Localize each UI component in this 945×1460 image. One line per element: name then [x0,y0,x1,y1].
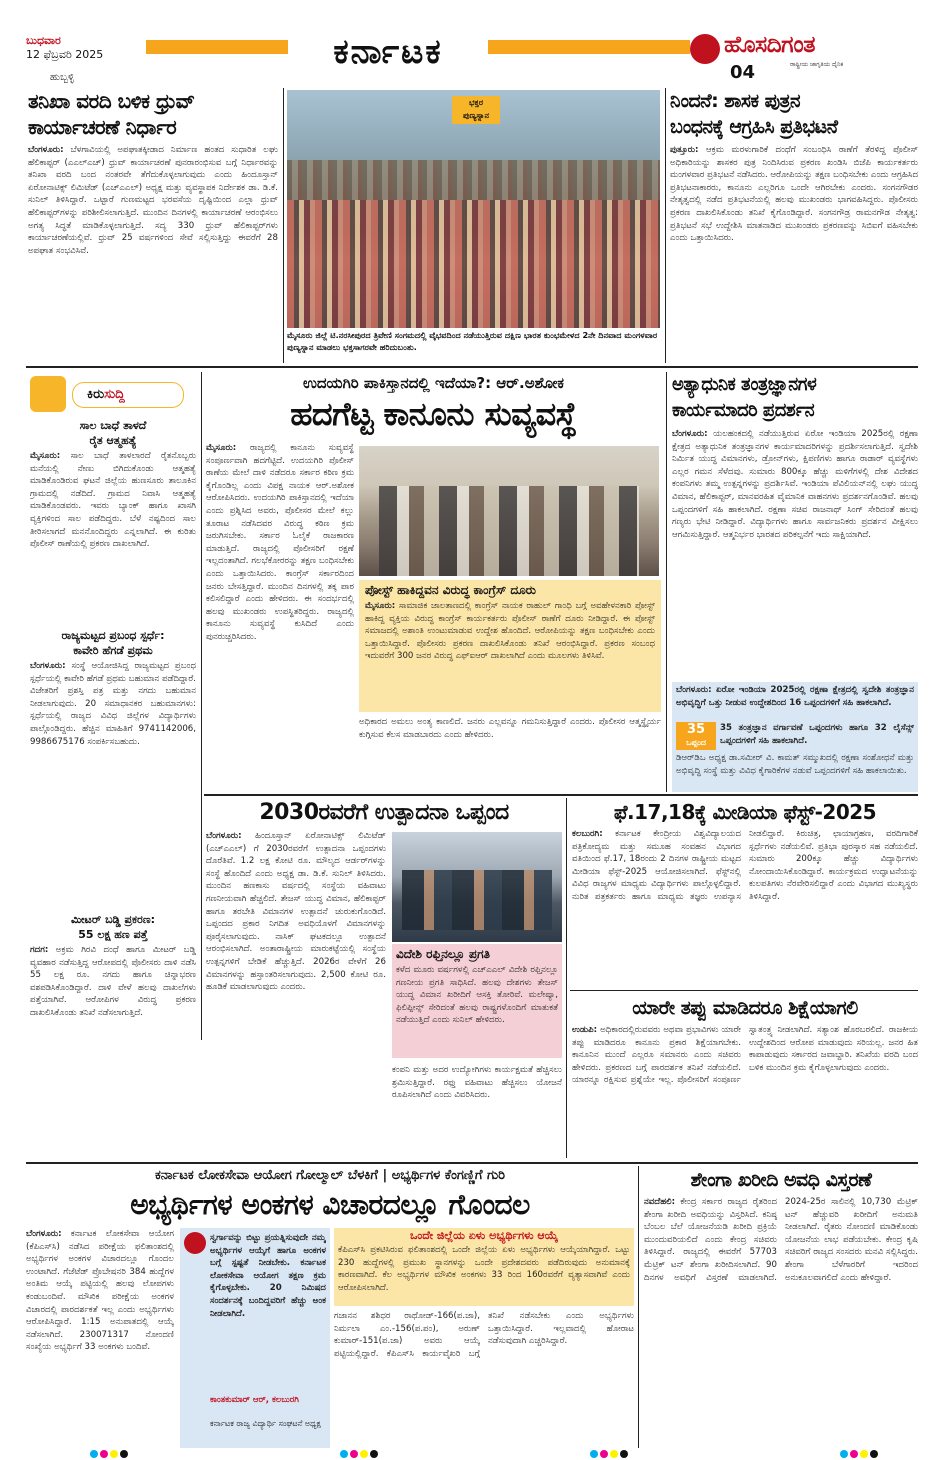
brief-essay-text: ಸಂಸ್ಥೆ ಆಯೋಜಿಸಿದ್ದ ರಾಜ್ಯಮಟ್ಟದ ಪ್ರಬಂಧ ಸ್ಪರ್ಧೆಯಲ್ಲಿ ಕಾವೇರಿ ಹೆಗಡೆ ಪ್ರಥಮ ಬಹುಮಾನ ಪಡೆದಿದ್ದಾರೆ. ವಿಜೇತರಿಗೆ ಪ್ರಶಸ್ತಿ ಪತ್ರ ಮತ್ತು ನಗದು ಬಹುಮಾನ ನೀಡಲಾಗುವುದು. 20 ಸಮಾಧಾನಕರ ಬಹುಮಾನಗಳು: ಸ್ಪರ್ಧೆಯಲ್ಲಿ ರಾಜ್ಯದ ವಿವಿಧ ಜಿಲ್ಲೆಗಳ ವಿದ್ಯಾರ್ಥಿಗಳು ಪಾಲ್ಗೊಂಡಿದ್ದರು. ಹೆಚ್ಚಿನ ಮಾಹಿತಿಗೆ 9741142006, 9986675176 ಸಂಪರ್ಕಿಸಬಹುದು. [30,661,196,747]
story-dhruv-headline-2: ಕಾರ್ಯಾಚರಣೆ ನಿರ್ಧಾರ [28,115,177,139]
story-hal-box-body: ಕಳೆದ ಮೂರು ವರ್ಷಗಳಲ್ಲಿ ಎಚ್‌ಎಎಲ್ ವಿದೇಶಿ ರಫ್ತಿನಲ್ಲೂ ಗಣನೀಯ ಪ್ರಗತಿ ಸಾಧಿಸಿದೆ. ಹಲವು ದೇಶಗಳು ತೇಜಸ್ ಯುದ್ಧ ವಿಮಾನ ಖರೀದಿಗೆ ಆಸಕ್ತಿ ತೋರಿವೆ. ಮಲೇಷ್ಯಾ, ಫಿಲಿಪ್ಪೀನ್ಸ್ ಸೇರಿದಂತೆ ಹಲವು ರಾಷ್ಟ್ರಗಳೊಂದಿಗೆ ಮಾತುಕತೆ ನಡೆಯುತ್ತಿದೆ ಎಂದು ಸುನಿಲ್ ಹೇಳಿದರು. [396,965,558,1026]
logo-text: ಹೊಸದಿಗಂತ [724,32,815,58]
photo-bathers-band [287,160,660,200]
story-kpsc-body [26,1228,174,1448]
divider [204,794,918,796]
story-law-order-kicker: ಉದಯಗಿರಿ ಪಾಕಿಸ್ತಾನದಲ್ಲಿ ಇದೆಯಾ?: ಆರ್.ಅಶೋಕ [302,374,565,392]
brief-essay-body [30,660,196,905]
kiru-suddi-column [26,372,198,1040]
brief-meter-headline-2: 55 ಲಕ್ಷ ಹಣ ಪತ್ತೆ [78,928,148,941]
brief-farmer-headline-1: ಸಾಲ ಬಾಧೆ ತಾಳದೆ [79,419,147,432]
photo-people-band [379,486,639,576]
photo-tag [452,96,500,124]
story-law-order-headline: ಹದಗೆಟ್ಟ ಕಾನೂನು ಸುವ್ಯವಸ್ಥೆ [290,395,577,433]
brief-meter-interest [30,912,196,1037]
logo-emblem-icon [690,34,720,64]
story-media-fest [572,798,918,988]
story-tech-body [672,428,918,680]
brief-essay-dateline: ಬೆಂಗಳೂರು: [30,661,66,671]
photo-crowd-band [287,200,660,328]
brief-farmer-body [30,450,196,622]
cmyk-dot-black [120,1450,128,1458]
cmyk-dot-cyan [340,1450,348,1458]
masthead-city: ಹುಬ್ಬಳ್ಳಿ [50,72,75,83]
story-tech-box-top [672,682,918,720]
story-tech [672,372,918,792]
registration-marks [0,1448,945,1460]
kumbh-mela-photo [287,90,660,328]
law-order-photo [359,446,659,576]
divider [566,798,567,1158]
quote-icon [184,1232,206,1254]
story-kpsc [26,1166,634,1448]
story-tech-box-dateline: ಬೆಂಗಳೂರು: [676,685,712,695]
photo-tag-line-1: ಭಕ್ತರ [469,98,483,107]
kiru-suddi-hand-icon [30,376,66,412]
divider [201,372,202,1040]
story-kpsc-box-body: ಕೆಪಿಎಸ್‌ಸಿ ಪ್ರಕಟಿಸಿರುವ ಫಲಿತಾಂಶದಲ್ಲಿ ಒಂದೇ ಜಿಲ್ಲೆಯ ಏಳು ಅಭ್ಯರ್ಥಿಗಳು ಆಯ್ಕೆಯಾಗಿದ್ದಾರೆ. ಒಟ್ಟು 230 ಹುದ್ದೆಗಳಲ್ಲಿ ಪ್ರಮುಖ ಸ್ಥಾನಗಳನ್ನು ಒಂದೇ ಪ್ರದೇಶದವರು ಪಡೆದಿರುವುದು ಅನುಮಾನಕ್ಕೆ ಕಾರಣವಾಗಿದೆ. ಕೆಲ ಅಭ್ಯರ್ಥಿಗಳ ಮೌಖಿಕ ಅಂಕಗಳು 33 ರಿಂದ 160ರವರೆಗೆ ವ್ಯತ್ಯಾಸವಾಗಿವೆ ಎಂದು ಆರೋಪಿಸಲಾಗಿದೆ. [338,1245,630,1293]
story-protest-dateline: ಪುತ್ತೂರು: [670,145,699,155]
story-protest [670,88,918,363]
story-kpsc-body-right: ಗಜಾನನ ಶಶಿಧರ ರಾಥೋಡ್-166(ಪ.ಜಾ), ನಿರ್ಮಲಾ ಎಂ.-156(ಪ.ಪಂ), ಅರುಣ್ ಕುಮಾರ್-151(ಪ.ಜಾ) ಅವರು ಆಯ್ಕೆ ಪಟ್ಟಿಯಲ್ಲಿದ್ದಾರೆ. ಕೆಪಿಎಸ್‌ಸಿ ಕಾರ್ಯವೈಖರಿ ಬಗ್ಗೆ ತನಿಖೆ ನಡೆಸಬೇಕು ಎಂದು ಅಭ್ಯರ್ಥಿಗಳು ಒತ್ತಾಯಿಸಿದ್ದಾರೆ. ಇಲ್ಲವಾದಲ್ಲಿ ಹೋರಾಟ ನಡೆಸುವುದಾಗಿ ಎಚ್ಚರಿಸಿದ್ದಾರೆ. [334,1311,634,1359]
brief-farmer-headline-2: ರೈತ ಆತ್ಮಹತ್ಯೆ [89,434,137,447]
story-kpsc-kicker [26,1166,634,1186]
page-number: 04 [730,62,756,83]
cmyk-dot-cyan [90,1450,98,1458]
story-law-order-dateline: ಮೈಸೂರು: [206,443,237,453]
hal-press-photo [392,832,562,942]
story-law-order-box-headline: ಪೋಸ್ಟ್ ಹಾಕಿದ್ದವನ ವಿರುದ್ಧ ಕಾಂಗ್ರೆಸ್ ದೂರು [365,583,536,597]
story-groundnut-dateline: ನವದೆಹಲಿ: [644,1197,676,1207]
story-kpsc-quote [180,1228,330,1448]
brief-meter-body [30,944,196,1036]
story-protest-headline-1: ನಿಂದನೆ: ಶಾಸಕ ಪುತ್ರನ [670,90,801,112]
story-groundnut-headline: ಶೇಂಗಾ ಖರೀದಿ ಅವಧಿ ವಿಸ್ತರಣೆ [690,1169,872,1191]
story-hal-box-headline: ವಿದೇಶಿ ರಫ್ತಿನಲ್ಲೂ ಪ್ರಗತಿ [396,947,491,961]
story-groundnut [644,1166,918,1448]
cmyk-dot-magenta [100,1450,108,1458]
cmyk-dot-yellow [360,1450,368,1458]
story-law-order-box-text: ಸಾಮಾಜಿಕ ಜಾಲತಾಣದಲ್ಲಿ ಕಾಂಗ್ರೆಸ್ ನಾಯಕ ರಾಹುಲ್ ಗಾಂಧಿ ಬಗ್ಗೆ ಅವಹೇಳನಕಾರಿ ಪೋಸ್ಟ್ ಹಾಕಿದ್ದ ವ್ಯಕ್ತಿಯ ವಿರುದ್ಧ ಕಾಂಗ್ರೆಸ್ ಕಾರ್ಯಕರ್ತರು ಪೊಲೀಸ್ ಠಾಣೆಗೆ ದೂರು ನೀಡಿದ್ದಾರೆ. ಈ ಪೋಸ್ಟ್ ಸಮಾಜದಲ್ಲಿ ಅಶಾಂತಿ ಉಂಟುಮಾಡುವ ಉದ್ದೇಶ ಹೊಂದಿದೆ. ಆರೋಪಿಯನ್ನು ತಕ್ಷಣ ಬಂಧಿಸಬೇಕು ಎಂದು ಒತ್ತಾಯಿಸಿದ್ದಾರೆ. ಪೊಲೀಸರು ಪ್ರಕರಣ ದಾಖಲಿಸಿಕೊಂಡು ತನಿಖೆ ಆರಂಭಿಸಿದ್ದಾರೆ. ಪ್ರಕರಣ ಸಂಬಂಧ ಇದುವರೆಗೆ 300 ಜನರ ವಿರುದ್ಧ ಎಫ್‌ಐಆರ್ ದಾಖಲಾಗಿದೆ ಎಂದು ಮೂಲಗಳು ತಿಳಿಸಿವೆ. [365,601,655,662]
story-law-order-box [359,580,661,712]
photo-speakers-band [402,870,552,930]
cmyk-dot-magenta [600,1450,608,1458]
story-hal [206,798,562,1158]
photo-tag-line-2: ಪುಣ್ಯಸ್ನಾನ [463,111,489,120]
story-kpsc-box-headline: ಒಂದೇ ಜಿಲ್ಲೆಯ ಏಳು ಅಭ್ಯರ್ಥಿಗಳು ಆಯ್ಕೆ [410,1229,558,1242]
story-media-fest-headline: ಫೆ.17,18ಕ್ಕೆ ಮೀಡಿಯಾ ಫೆಸ್ಟ್-2025 [613,800,877,824]
story-tech-box [672,682,918,792]
section-title: ಕರ್ನಾಟಕ [333,32,443,72]
story-hal-body-right: ಕಂಪನಿ ಮತ್ತು ಅದರ ಉದ್ಯೋಗಿಗಳು ಕಾರ್ಯಕ್ಷಮತೆ ಹೆಚ್ಚಿಸಲು ಶ್ರಮಿಸುತ್ತಿದ್ದಾರೆ. ರಫ್ತು ವಹಿವಾಟು ಹೆಚ್ಚಿಸಲು ಯೋಜನೆ ರೂಪಿಸಲಾಗಿದೆ ಎಂದು ವಿವರಿಸಿದರು. [392,1065,562,1101]
masthead-day: ಬುಧವಾರ [26,34,61,47]
cmyk-dot-magenta [850,1450,858,1458]
story-tech-box-top-text: ಏರೋ ಇಂಡಿಯಾ 2025ರಲ್ಲಿ ರಕ್ಷಣಾ ಕ್ಷೇತ್ರದಲ್ಲಿ ಸ್ವದೇಶಿ ತಂತ್ರಜ್ಞಾನ ಅಭಿವೃದ್ಧಿಗೆ ಒತ್ತು ನೀಡುವ ಉದ್ದೇಶದಿಂದ 16 ಒಪ್ಪಂದಗಳಿಗೆ ಸಹಿ ಹಾಕಲಾಗಿದೆ. [676,685,914,708]
story-kpsc-quote-author: ಕಾಂತಕುಮಾರ್ ಆರ್, ಕಲಬುರಗಿ [210,1395,299,1405]
cmyk-dot-black [370,1450,378,1458]
story-dhruv-text: ಬೆಳಗಾವಿಯಲ್ಲಿ ಅಪಘಾತಕ್ಕೀಡಾದ ನಿರ್ಮಾಣ ಹಂತದ ಸುಧಾರಿತ ಲಘು ಹೆಲಿಕಾಪ್ಟರ್ (ಎಎಲ್‌ಎಚ್) ಧ್ರುವ್ ಕಾರ್ಯಾಚರಣೆ ಪುನರಾರಂಭಿಸುವ ಬಗ್ಗೆ ನಿರ್ಧಾರವನ್ನು ತನಿಖಾ ವರದಿ ಬಂದ ನಂತರವೇ ತೆಗೆದುಕೊಳ್ಳಲಾಗುವುದು ಎಂದು ಹಿಂದೂಸ್ತಾನ್ ಏರೋನಾಟಿಕ್ಸ್ ಲಿಮಿಟೆಡ್ (ಎಚ್‌ಎಎಲ್) ಅಧ್ಯಕ್ಷ ಮತ್ತು ವ್ಯವಸ್ಥಾಪಕ ನಿರ್ದೇಶಕ ಡಾ. ಡಿ.ಕೆ. ಸುನಿಲ್ ತಿಳಿಸಿದ್ದಾರೆ. ಒಟ್ಟಾರೆ ಗುಣಮಟ್ಟದ ಭರವಸೆಯ ದೃಷ್ಟಿಯಿಂದ ಎಲ್ಲಾ ಧ್ರುವ್ ಹೆಲಿಕಾಪ್ಟರ್‌ಗಳನ್ನು ಪರಿಶೀಲಿಸಲಾಗುತ್ತಿದೆ. ಮುಂದಿನ ದಿನಗಳಲ್ಲಿ ಕಾರ್ಯಾಚರಣೆ ಆರಂಭಿಸಲು ಅಗತ್ಯ ಸಿದ್ಧತೆ ಮಾಡಿಕೊಳ್ಳಲಾಗುತ್ತಿದೆ. ಸದ್ಯ 330 ಧ್ರುವ್ ಹೆಲಿಕಾಪ್ಟರ್‌ಗಳು ಕಾರ್ಯಾಚರಣೆಯಲ್ಲಿವೆ. ಧ್ರುವ್ 25 ವರ್ಷಗಳಿಂದ ಸೇವೆ ಸಲ್ಲಿಸುತ್ತಿದ್ದು ಈವರೆಗೆ 28 ಅಪಘಾತ ಸಂಭವಿಸಿವೆ. [28,145,278,256]
agreements-count-label: ಒಪ್ಪಂದ [686,738,706,747]
masthead-date: 12 ಫೆಬ್ರವರಿ 2025 [26,48,104,61]
story-kpsc-kicker-1: ಕರ್ನಾಟಕ ಲೋಕಸೇವಾ ಆಯೋಗ ಗೋಲ್ಮಾಲ್ ಬೆಳಕಿಗೆ [154,1168,378,1183]
story-law-order [206,372,661,792]
story-kpsc-kicker-2: ಅಭ್ಯರ್ಥಿಗಳ ಕೆಂಗಣ್ಣಿಗೆ ಗುರಿ [391,1168,506,1183]
logo-tagline: ರಾಷ್ಟ್ರೀಯ ಜಾಗೃತಿಯ ದೈನಿಕ [790,61,844,68]
story-media-fest-text: ಕರ್ನಾಟಕ ಕೇಂದ್ರೀಯ ವಿಶ್ವವಿದ್ಯಾಲಯದ ಪತ್ರಿಕೋದ್ಯಮ ಮತ್ತು ಸಮೂಹ ಸಂವಹನ ವಿಭಾಗದ ವತಿಯಿಂದ ಫೆ.17, 18ರಂದು 2 ದಿನಗಳ ರಾಷ್ಟ್ರೀಯ ಮಟ್ಟದ ಮೀಡಿಯಾ ಫೆಸ್ಟ್-2025 ಆಯೋಜಿಸಲಾಗಿದೆ. ಫೆಸ್ಟ್‌ನಲ್ಲಿ ವಿವಿಧ ರಾಜ್ಯಗಳ ಮಾಧ್ಯಮ ವಿದ್ಯಾರ್ಥಿಗಳು ಪಾಲ್ಗೊಳ್ಳಲಿದ್ದಾರೆ. ನುರಿತ ಪತ್ರಕರ್ತರು ಹಾಗೂ ಮಾಧ್ಯಮ ತಜ್ಞರು ಉಪನ್ಯಾಸ ನೀಡಲಿದ್ದಾರೆ. ಕಿರುಚಿತ್ರ, ಛಾಯಾಗ್ರಹಣ, ವರದಿಗಾರಿಕೆ ಸ್ಪರ್ಧೆಗಳು ನಡೆಯಲಿವೆ. ಪ್ರತಿಭಾ ಪುರಸ್ಕಾರ ಸಹ ನಡೆಯಲಿದೆ. ಸುಮಾರು 200ಕ್ಕೂ ಹೆಚ್ಚು ವಿದ್ಯಾರ್ಥಿಗಳು ನೋಂದಾಯಿಸಿಕೊಂಡಿದ್ದಾರೆ. ಕಾರ್ಯಕ್ರಮದ ಉದ್ಘಾಟನೆಯನ್ನು ಕುಲಪತಿಗಳು ನೆರವೇರಿಸಲಿದ್ದಾರೆ ಎಂದು ವಿಭಾಗದ ಮುಖ್ಯಸ್ಥರು ತಿಳಿಸಿದ್ದಾರೆ. [572,829,918,902]
story-kpsc-box [334,1228,634,1306]
story-tech-text: ಯಲಹಂಕದಲ್ಲಿ ನಡೆಯುತ್ತಿರುವ ಏರೋ ಇಂಡಿಯಾ 2025ರಲ್ಲಿ ರಕ್ಷಣಾ ಕ್ಷೇತ್ರದ ಅತ್ಯಾಧುನಿಕ ತಂತ್ರಜ್ಞಾನಗಳ ಕಾರ್ಯಮಾದರಿಗಳನ್ನು ಪ್ರದರ್ಶಿಸಲಾಗುತ್ತಿದೆ. ಸ್ವದೇಶಿ ನಿರ್ಮಿತ ಯುದ್ಧ ವಿಮಾನಗಳು, ಡ್ರೋನ್‌ಗಳು, ಕ್ಷಿಪಣಿಗಳು ಹಾಗೂ ರಾಡಾರ್ ವ್ಯವಸ್ಥೆಗಳು ಎಲ್ಲರ ಗಮನ ಸೆಳೆದವು. ಸುಮಾರು 800ಕ್ಕೂ ಹೆಚ್ಚು ಮಳಿಗೆಗಳಲ್ಲಿ ದೇಶ ವಿದೇಶದ ಕಂಪನಿಗಳು ತಮ್ಮ ಉತ್ಪನ್ನಗಳನ್ನು ಪ್ರದರ್ಶಿಸಿವೆ. ಇಂಡಿಯಾ ಪೆವಿಲಿಯನ್‌ನಲ್ಲಿ ಲಘು ಯುದ್ಧ ವಿಮಾನ, ಹೆಲಿಕಾಪ್ಟರ್, ಮಾನವರಹಿತ ವೈಮಾನಿಕ ವಾಹನಗಳು ಪ್ರದರ್ಶನಗೊಂಡಿವೆ. ಹಲವು ಒಪ್ಪಂದಗಳಿಗೆ ಸಹಿ ಹಾಕಲಾಗಿದೆ. ರಕ್ಷಣಾ ಸಚಿವ ರಾಜನಾಥ್ ಸಿಂಗ್ ಸೇರಿದಂತೆ ಹಲವು ಗಣ್ಯರು ಭೇಟಿ ನೀಡಿದ್ದಾರೆ. ವಿದ್ಯಾರ್ಥಿಗಳು ಹಾಗೂ ಸಾರ್ವಜನಿಕರು ಪ್ರದರ್ಶನ ವೀಕ್ಷಿಸಲು ಆಗಮಿಸುತ್ತಿದ್ದಾರೆ. ಆತ್ಮನಿರ್ಭರ ಭಾರತದ ಪರಿಕಲ್ಪನೆಗೆ ಇದು ಸಾಕ್ಷಿಯಾಗಿದೆ. [672,429,918,540]
story-tech-headline-1: ಅತ್ಯಾಧುನಿಕ ತಂತ್ರಜ್ಞಾನಗಳ [672,374,817,395]
kiru-suddi-header [30,376,194,412]
divider [665,88,666,363]
date-block [26,34,146,62]
story-dhruv [28,88,278,363]
kiru-suddi-title-box [72,382,184,408]
brief-farmer [30,418,196,623]
kicker-separator: | [382,1168,392,1183]
story-protest-headline-2: ಬಂಧನಕ್ಕೆ ಆಗ್ರಹಿಸಿ ಪ್ರತಿಭಟನೆ [670,116,838,138]
agreements-count-badge [676,722,716,750]
story-dhruv-body [28,144,278,354]
story-tech-box-side: 35 ತಂತ್ರಜ್ಞಾನ ವರ್ಗಾವಣೆ ಒಪ್ಪಂದಗಳು ಹಾಗೂ 32 ಲೈಸೆನ್ಸ್ ಒಪ್ಪಂದಗಳಿಗೆ ಸಹಿ ಹಾಕಲಾಗಿದೆ. [720,723,914,746]
brief-meter-text: ಅಕ್ರಮ ಗಿರವಿ ದಂಧೆ ಹಾಗೂ ಮೀಟರ್ ಬಡ್ಡಿ ವ್ಯವಹಾರ ನಡೆಸುತ್ತಿದ್ದ ಆರೋಪದಲ್ಲಿ ಪೊಲೀಸರು ದಾಳಿ ನಡೆಸಿ 55 ಲಕ್ಷ ರೂ. ನಗದು ಹಾಗೂ ಚಿನ್ನಾಭರಣ ವಶಪಡಿಸಿಕೊಂಡಿದ್ದಾರೆ. ದಾಳಿ ವೇಳೆ ಹಲವು ದಾಖಲೆಗಳು ಪತ್ತೆಯಾಗಿವೆ. ಆರೋಪಿಗಳ ವಿರುದ್ಧ ಪ್ರಕರಣ ದಾಖಲಿಸಿಕೊಂಡು ತನಿಖೆ ನಡೆಸಲಾಗುತ್ತಿದೆ. [30,945,196,1018]
story-kpsc-text: ಕರ್ನಾಟಕ ಲೋಕಸೇವಾ ಆಯೋಗ (ಕೆಪಿಎಸ್‌ಸಿ) ನಡೆಸಿದ ಪರೀಕ್ಷೆಯ ಫಲಿತಾಂಶದಲ್ಲಿ ಅಭ್ಯರ್ಥಿಗಳ ಅಂಕಗಳ ವಿಚಾರದಲ್ಲೂ ಗೊಂದಲ ಉಂಟಾಗಿದೆ. ಗೆಜೆಟೆಡ್ ಪ್ರೊಬೇಷನರಿ 384 ಹುದ್ದೆಗಳ ಅಂತಿಮ ಆಯ್ಕೆ ಪಟ್ಟಿಯಲ್ಲಿ ಹಲವು ಲೋಪಗಳು ಕಂಡುಬಂದಿವೆ. ಮೌಖಿಕ ಪರೀಕ್ಷೆಯ ಅಂಕಗಳ ವಿಚಾರದಲ್ಲಿ ಪಾರದರ್ಶಕತೆ ಇಲ್ಲ ಎಂದು ಅಭ್ಯರ್ಥಿಗಳು ಆರೋಪಿಸಿದ್ದಾರೆ. 1:15 ಅನುಪಾತದಲ್ಲಿ ಆಯ್ಕೆ ನಡೆಸಲಾಗಿದೆ. 230071317 ನೋಂದಣಿ ಸಂಖ್ಯೆಯ ಅಭ್ಯರ್ಥಿಗೆ 33 ಅಂಕಗಳು ಬಂದಿವೆ. [26,1229,174,1353]
story-hal-dateline: ಬೆಂಗಳೂರು: [206,831,242,841]
cmyk-dot-black [870,1450,878,1458]
story-punishment-body [572,1024,918,1156]
story-punishment-headline: ಯಾರೇ ತಪ್ಪು ಮಾಡಿದರೂ ಶಿಕ್ಷೆಯಾಗಲಿ [632,997,858,1019]
story-tech-headline-2: ಕಾರ್ಯಮಾದರಿ ಪ್ರದರ್ಶನ [672,400,815,421]
story-law-order-text: ರಾಜ್ಯದಲ್ಲಿ ಕಾನೂನು ಸುವ್ಯವಸ್ಥೆ ಸಂಪೂರ್ಣವಾಗಿ ಹದಗೆಟ್ಟಿದೆ. ಉದಯಗಿರಿ ಪೊಲೀಸ್ ಠಾಣೆಯ ಮೇಲೆ ದಾಳಿ ನಡೆದರೂ ಸರ್ಕಾರ ಕಠಿಣ ಕ್ರಮ ಕೈಗೊಂಡಿಲ್ಲ ಎಂದು ವಿಪಕ್ಷ ನಾಯಕ ಆರ್.ಅಶೋಕ ಆರೋಪಿಸಿದರು. ಉದಯಗಿರಿ ಪಾಕಿಸ್ತಾನದಲ್ಲಿ ಇದೆಯಾ ಎಂದು ಪ್ರಶ್ನಿಸಿದ ಅವರು, ಪೊಲೀಸರ ಮೇಲೆ ಕಲ್ಲು ತೂರಾಟ ನಡೆಸಿದವರ ವಿರುದ್ಧ ಕಠಿಣ ಕ್ರಮ ಜರುಗಿಸಬೇಕು. ಸರ್ಕಾರ ಓಲೈಕೆ ರಾಜಕಾರಣ ಮಾಡುತ್ತಿದೆ. ರಾಜ್ಯದಲ್ಲಿ ಪೊಲೀಸರಿಗೆ ರಕ್ಷಣೆ ಇಲ್ಲದಂತಾಗಿದೆ. ಗಲಭೆಕೋರರನ್ನು ತಕ್ಷಣ ಬಂಧಿಸಬೇಕು ಎಂದು ಒತ್ತಾಯಿಸಿದರು. ಕಾಂಗ್ರೆಸ್ ಸರ್ಕಾರದಿಂದ ಜನರು ಬೇಸತ್ತಿದ್ದಾರೆ. ಮುಂದಿನ ದಿನಗಳಲ್ಲಿ ತಕ್ಕ ಪಾಠ ಕಲಿಸಲಿದ್ದಾರೆ ಎಂದು ಹೇಳಿದರು. ಈ ಸಂದರ್ಭದಲ್ಲಿ ಹಲವು ಮುಖಂಡರು ಉಪಸ್ಥಿತರಿದ್ದರು. ರಾಜ್ಯದಲ್ಲಿ ಕಾನೂನು ಸುವ್ಯವಸ್ಥೆ ಕುಸಿದಿದೆ ಎಂದು ಪುನರುಚ್ಚರಿಸಿದರು. [206,443,354,642]
logo-box [690,28,916,76]
story-kpsc-headline: ಅಭ್ಯರ್ಥಿಗಳ ಅಂಕಗಳ ವಿಚಾರದಲ್ಲೂ ಗೊಂದಲ [130,1188,530,1221]
story-media-fest-body [572,828,918,986]
cmyk-dot-black [620,1450,628,1458]
cmyk-dot-yellow [110,1450,118,1458]
divider [26,366,918,368]
divider [26,1162,918,1164]
story-punishment-dateline: ಉಡುಪಿ: [572,1025,598,1035]
cmyk-dot-cyan [590,1450,598,1458]
story-dhruv-dateline: ಬೆಂಗಳೂರು: [28,145,64,155]
story-hal-headline: 2030ರವರೆಗೆ ಉತ್ಪಾದನಾ ಒಪ್ಪಂದ [259,800,509,825]
divider [283,88,284,363]
story-tech-box-bottom: ಡಿಆರ್‌ಡಿಒ ಅಧ್ಯಕ್ಷ ಡಾ.ಸಮೀರ್ ವಿ. ಕಾಮತ್ ಸಮ್ಮುಖದಲ್ಲಿ ರಕ್ಷಣಾ ಸಂಶೋಧನೆ ಮತ್ತು ಅಭಿವೃದ್ಧಿ ಸಂಸ್ಥೆ ಮತ್ತು ವಿವಿಧ ಕೈಗಾರಿಕೆಗಳ ನಡುವೆ ಒಪ್ಪಂದಗಳಿಗೆ ಸಹಿ ಹಾಕಲಾಯಿತು. [676,753,914,776]
story-dhruv-headline-1: ತನಿಖಾ ವರದಿ ಬಳಿಕ ಧ್ರುವ್ [28,89,195,113]
kiru-suddi-title-2: ಸುದ್ದಿ [104,387,125,402]
brief-essay-headline-1: ರಾಜ್ಯಮಟ್ಟದ ಪ್ರಬಂಧ ಸ್ಪರ್ಧೆ: [61,629,165,642]
story-law-order-body [206,442,354,792]
brief-farmer-dateline: ಮೈಸೂರು: [30,451,61,461]
story-protest-body [670,144,918,354]
cmyk-dot-yellow [860,1450,868,1458]
cmyk-dot-cyan [840,1450,848,1458]
story-tech-dateline: ಬೆಂಗಳೂರು: [672,429,708,439]
story-protest-text: ಆಕ್ರಮ ಮರಳುಗಾರಿಕೆ ದಂಧೆಗೆ ಸಂಬಂಧಿಸಿ ಠಾಣೆಗೆ ತೆರಳಿದ್ದ ಪೊಲೀಸ್ ಅಧಿಕಾರಿಯನ್ನು ಶಾಸಕರ ಪುತ್ರ ನಿಂದಿಸಿರುವ ಪ್ರಕರಣ ಖಂಡಿಸಿ ಬಿಜೆಪಿ ಕಾರ್ಯಕರ್ತರು ಮಂಗಳವಾರ ಪ್ರತಿಭಟನೆ ನಡೆಸಿದರು. ಆರೋಪಿಯನ್ನು ತಕ್ಷಣ ಬಂಧಿಸಬೇಕು ಎಂದು ಆಗ್ರಹಿಸಿದ ಪ್ರತಿಭಟನಾಕಾರರು, ಕಾನೂನು ಎಲ್ಲರಿಗೂ ಒಂದೇ ಆಗಿರಬೇಕು ಎಂದರು. ಸಂಗನಗೌಡರ ನೇತೃತ್ವದಲ್ಲಿ ನಡೆದ ಪ್ರತಿಭಟನೆಯಲ್ಲಿ ಹಲವು ಮುಖಂಡರು ಭಾಗವಹಿಸಿದ್ದರು. ಪೊಲೀಸರು ಪ್ರಕರಣ ದಾಖಲಿಸಿಕೊಂಡು ತನಿಖೆ ಕೈಗೊಂಡಿದ್ದಾರೆ. ಸಂಗನಗೌಡ್ರ ರಾಮನಗೌಡ ನೇತೃತ್ವ: ಪ್ರತಿಭಟನೆ ಸಭೆ ಉದ್ದೇಶಿಸಿ ಮಾತನಾಡಿದ ಮುಖಂಡರು ಪ್ರಕರಣವನ್ನು ಸಿಬಿಐಗೆ ವಹಿಸಬೇಕು ಎಂದು ಒತ್ತಾಯಿಸಿದರು. [670,145,918,244]
brief-meter-dateline: ಗದಗ: [30,945,49,955]
kumbh-mela-caption: ಮೈಸೂರು ಜಿಲ್ಲೆ ಟಿ.ನರಸೀಪುರದ ತ್ರಿವೇಣಿ ಸಂಗಮದಲ್ಲಿ ವೈಭವದಿಂದ ನಡೆಯುತ್ತಿರುವ ದಕ್ಷಿಣ ಭಾರತ ಕುಂಭಮೇಳದ 2ನೇ ದಿನವಾದ ಮಂಗಳವಾರ ಪುಣ್ಯಸ್ನಾನ ಮಾಡಲು ಭಕ್ತಸಾಗರವೇ ಹರಿದುಬಂತು. [287,330,658,352]
story-kpsc-quote-text: ಸ್ವರ್ಗಾವನ್ನು ಬಿಟ್ಟು ಪ್ರಯತ್ನಿಸುವುದೇ ನಮ್ಮ ಅಭ್ಯರ್ಥಿಗಳ ಆಯ್ಕೆಗೆ ಹಾಗೂ ಅಂಕಗಳ ಬಗ್ಗೆ ಸ್ಪಷ್ಟತೆ ನೀಡಬೇಕು. ಕರ್ನಾಟಕ ಲೋಕಸೇವಾ ಆಯೋಗ ತಕ್ಷಣ ಕ್ರಮ ಕೈಗೊಳ್ಳಬೇಕು. 20 ನಿಮಿಷದ ಸಂದರ್ಶನಕ್ಕೆ ಬಂದಿದ್ದವರಿಗೆ ಹೆಚ್ಚು ಅಂಕ ನೀಡಲಾಗಿದೆ. [210,1233,326,1319]
divider [666,372,667,792]
story-law-order-box-dateline: ಮೈಸೂರು: [365,601,396,611]
story-hal-box [392,944,562,1058]
divider [570,990,918,991]
brief-essay-headline-2: ಕಾವೇರಿ ಹೆಗಡೆ ಪ್ರಥಮ [73,644,153,657]
story-hal-body [206,830,386,1158]
brief-farmer-text: ಸಾಲ ಬಾಧೆ ತಾಳಲಾರದೆ ರೈತನೊಬ್ಬರು ಮನೆಯಲ್ಲಿ ನೇಣು ಬಿಗಿದುಕೊಂಡು ಆತ್ಮಹತ್ಯೆ ಮಾಡಿಕೊಂಡಿರುವ ಘಟನೆ ಜಿಲ್ಲೆಯ ಹುಣಸೂರು ತಾಲೂಕಿನ ಗ್ರಾಮದಲ್ಲಿ ನಡೆದಿದೆ. ಗ್ರಾಮದ ನಿವಾಸಿ ಆತ್ಮಹತ್ಯೆ ಮಾಡಿಕೊಂಡವರು. ಇವರು ಬ್ಯಾಂಕ್ ಹಾಗೂ ಖಾಸಗಿ ವ್ಯಕ್ತಿಗಳಿಂದ ಸಾಲ ಪಡೆದಿದ್ದರು. ಬೆಳೆ ನಷ್ಟದಿಂದ ಸಾಲ ತೀರಿಸಲಾಗದೆ ಮನನೊಂದಿದ್ದರು ಎನ್ನಲಾಗಿದೆ. ಈ ಕುರಿತು ಪೊಲೀಸ್ ಠಾಣೆಯಲ್ಲಿ ಪ್ರಕರಣ ದಾಖಲಾಗಿದೆ. [30,451,196,550]
story-law-order-body-right: ಅಧಿಕಾರದ ಅಮಲು ಅಂತ್ಯ ಕಾಣಲಿದೆ. ಜನರು ಎಲ್ಲವನ್ನೂ ಗಮನಿಸುತ್ತಿದ್ದಾರೆ ಎಂದರು. ಪೊಲೀಸರ ಆತ್ಮಸ್ಥೈರ್ಯ ಕುಗ್ಗಿಸುವ ಕೆಲಸ ಮಾಡಬಾರದು ಎಂದು ಹೇಳಿದರು. [359,717,661,740]
story-punishment-text: ಅಧಿಕಾರದಲ್ಲಿರುವವರು ಅಥವಾ ಪ್ರಭಾವಿಗಳು ಯಾರೇ ತಪ್ಪು ಮಾಡಿದರೂ ಕಾನೂನು ಪ್ರಕಾರ ಶಿಕ್ಷೆಯಾಗಬೇಕು. ಕಾನೂನಿನ ಮುಂದೆ ಎಲ್ಲರೂ ಸಮಾನರು ಎಂದು ಸಚಿವರು ಹೇಳಿದರು. ಪ್ರಕರಣದ ಬಗ್ಗೆ ಪಾರದರ್ಶಕ ತನಿಖೆ ನಡೆಯಲಿದೆ. ಯಾರನ್ನೂ ರಕ್ಷಿಸುವ ಪ್ರಶ್ನೆಯೇ ಇಲ್ಲ. ಪೊಲೀಸರಿಗೆ ಸಂಪೂರ್ಣ ಸ್ವಾತಂತ್ರ್ಯ ನೀಡಲಾಗಿದೆ. ಸತ್ಯಾಂಶ ಹೊರಬರಲಿದೆ. ರಾಜಕೀಯ ಉದ್ದೇಶದಿಂದ ಆರೋಪ ಮಾಡುವುದು ಸರಿಯಲ್ಲ. ಜನರ ಹಿತ ಕಾಪಾಡುವುದು ಸರ್ಕಾರದ ಜವಾಬ್ದಾರಿ. ತನಿಖೆಯ ವರದಿ ಬಂದ ಬಳಿಕ ಮುಂದಿನ ಕ್ರಮ ಕೈಗೊಳ್ಳಲಾಗುವುದು ಎಂದರು. [572,1025,918,1086]
masthead [0,0,945,90]
story-kpsc-dateline: ಬೆಂಗಳೂರು: [26,1229,62,1239]
story-punishment [572,994,918,1158]
section-title-box [288,30,488,74]
story-media-fest-dateline: ಕಲಬುರಗಿ: [572,829,603,839]
brief-meter-headline-1: ಮೀಟರ್ ಬಡ್ಡಿ ಪ್ರಕರಣ: [70,913,156,926]
kiru-suddi-title-1: ಕಿರು [87,387,105,402]
divider [638,1166,639,1448]
story-hal-text: ಹಿಂದೂಸ್ತಾನ್ ಏರೋನಾಟಿಕ್ಸ್ ಲಿಮಿಟೆಡ್ (ಎಚ್‌ಎಎಲ್) ಗೆ 2030ರವರೆಗೆ ಉತ್ಪಾದನಾ ಒಪ್ಪಂದಗಳು ದೊರೆತಿವೆ. 1.2 ಲಕ್ಷ ಕೋಟಿ ರೂ. ಮೌಲ್ಯದ ಆರ್ಡರ್‌ಗಳನ್ನು ಸಂಸ್ಥೆ ಹೊಂದಿದೆ ಎಂದು ಅಧ್ಯಕ್ಷ ಡಾ. ಡಿ.ಕೆ. ಸುನಿಲ್ ತಿಳಿಸಿದರು. ಮುಂದಿನ ಹಣಕಾಸು ವರ್ಷದಲ್ಲಿ ಸಂಸ್ಥೆಯ ವಹಿವಾಟು ಗಣನೀಯವಾಗಿ ಹೆಚ್ಚಲಿದೆ. ತೇಜಸ್ ಯುದ್ಧ ವಿಮಾನ, ಹೆಲಿಕಾಪ್ಟರ್ ಹಾಗೂ ತರಬೇತಿ ವಿಮಾನಗಳ ಉತ್ಪಾದನೆ ಚುರುಕುಗೊಂಡಿದೆ. ಒಪ್ಪಂದದ ಪ್ರಕಾರ ನಿಗದಿತ ಅವಧಿಯೊಳಗೆ ವಿಮಾನಗಳನ್ನು ಪೂರೈಸಲಾಗುವುದು. ನಾಸಿಕ್ ಘಟಕದಲ್ಲೂ ಉತ್ಪಾದನೆ ಆರಂಭಿಸಲಾಗಿದೆ. ಅಂತಾರಾಷ್ಟ್ರೀಯ ಮಾರುಕಟ್ಟೆಯಲ್ಲಿ ಸಂಸ್ಥೆಯ ಉತ್ಪನ್ನಗಳಿಗೆ ಬೇಡಿಕೆ ಹೆಚ್ಚುತ್ತಿದೆ. 2026ರ ವೇಳೆಗೆ 26 ವಿಮಾನಗಳನ್ನು ಹಸ್ತಾಂತರಿಸಲಾಗುವುದು. 2,500 ಕೋಟಿ ರೂ. ಹೂಡಿಕೆ ಮಾಡಲಾಗುವುದು ಎಂದರು. [206,831,386,993]
story-groundnut-text: ಕೇಂದ್ರ ಸರ್ಕಾರ ರಾಜ್ಯದ ರೈತರಿಂದ ಶೇಂಗಾ ಖರೀದಿ ಅವಧಿಯನ್ನು ವಿಸ್ತರಿಸಿದೆ. ಕನಿಷ್ಠ ಬೆಂಬಲ ಬೆಲೆ ಯೋಜನೆಯಡಿ ಖರೀದಿ ಪ್ರಕ್ರಿಯೆ ಮುಂದುವರಿಯಲಿದೆ ಎಂದು ಕೇಂದ್ರ ಸಚಿವರು ತಿಳಿಸಿದ್ದಾರೆ. ರಾಜ್ಯದಲ್ಲಿ ಈವರೆಗೆ 57703 ಮೆಟ್ರಿಕ್ ಟನ್ ಶೇಂಗಾ ಖರೀದಿಸಲಾಗಿದೆ. 90 ದಿನಗಳ ಅವಧಿಗೆ ವಿಸ್ತರಣೆ ಮಾಡಲಾಗಿದೆ. 2024-25ರ ಸಾಲಿನಲ್ಲಿ 10,730 ಮೆಟ್ರಿಕ್ ಟನ್ ಹೆಚ್ಚುವರಿ ಖರೀದಿಗೆ ಅನುಮತಿ ನೀಡಲಾಗಿದೆ. ರೈತರು ನೋಂದಣಿ ಮಾಡಿಕೊಂಡು ಯೋಜನೆಯ ಲಾಭ ಪಡೆಯಬೇಕು. ಕೇಂದ್ರ ಕೃಷಿ ಸಚಿವರಿಗೆ ರಾಜ್ಯದ ಸಂಸದರು ಮನವಿ ಸಲ್ಲಿಸಿದ್ದರು. ಶೇಂಗಾ ಬೆಳೆಗಾರರಿಗೆ ಇದರಿಂದ ಅನುಕೂಲವಾಗಲಿದೆ ಎಂದು ಹೇಳಿದ್ದಾರೆ. [644,1197,918,1283]
brief-essay [30,628,196,908]
cmyk-dot-yellow [610,1450,618,1458]
cmyk-dot-magenta [350,1450,358,1458]
story-kpsc-quote-role: ಕರ್ನಾಟಕ ರಾಜ್ಯ ವಿದ್ಯಾರ್ಥಿ ಸಂಘಟನೆ ಅಧ್ಯಕ್ಷ [210,1419,321,1428]
agreements-count: 35 [686,722,706,737]
story-groundnut-body [644,1196,918,1446]
story-law-order-box-body [359,600,661,708]
